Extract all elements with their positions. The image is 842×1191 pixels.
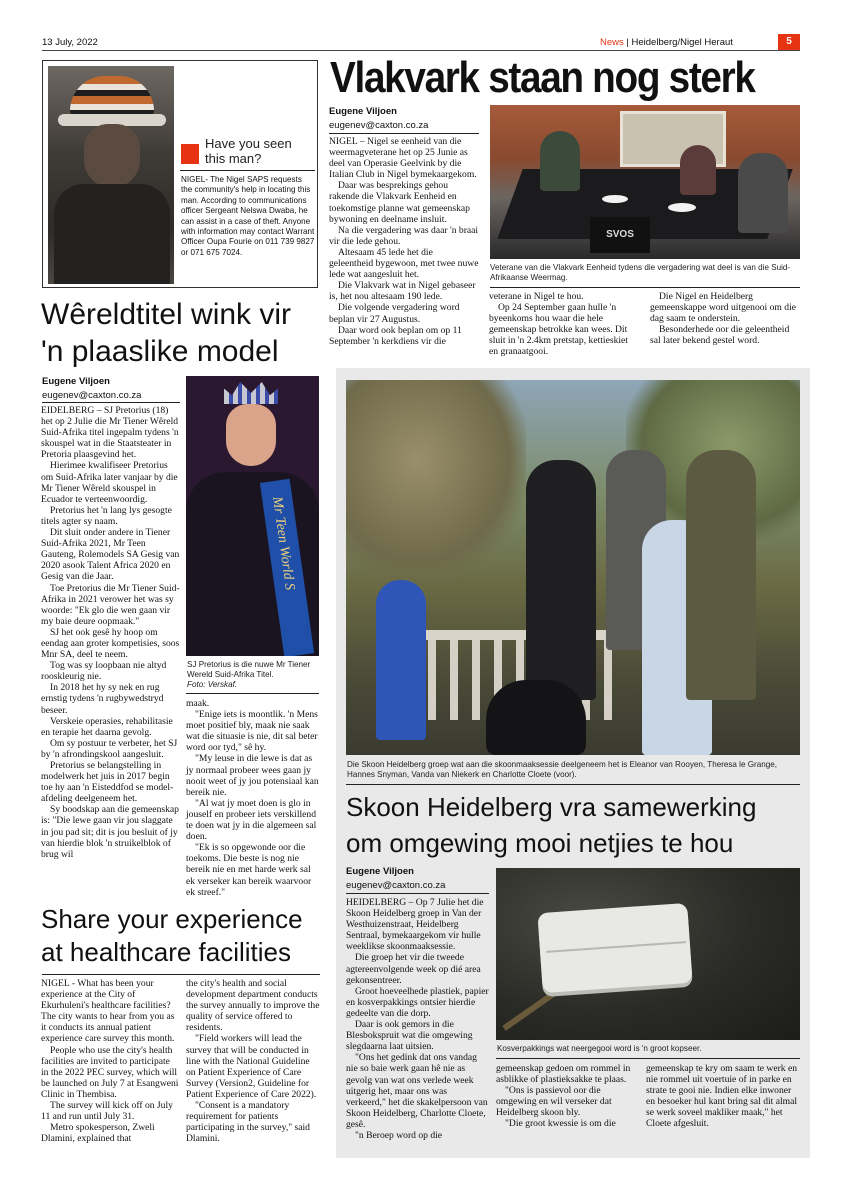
tree-graphic-1	[346, 380, 526, 580]
missing-red-square	[181, 144, 199, 164]
skoon-col1-p6: "n Beroep word op die	[355, 1129, 443, 1141]
person-olive-graphic	[686, 450, 756, 700]
healthcare-col1-p2: People who use the city's health facilities are invited to participate in the 2022 PEC survey, which will be launched on July 7 at Esangweni Clinic in Thembisa.	[41, 1044, 179, 1100]
healthcare-headline-line1: Share your experience	[41, 904, 303, 934]
table-plate-1	[602, 195, 628, 203]
trash-photo	[496, 868, 800, 1040]
skoon-author: Eugene Viljoen	[346, 866, 414, 877]
vlakvark-col1	[329, 136, 479, 347]
skoon-col1-p5: "Ons het gedink dat ons vandag nie so baie werk gaan hê nie as gevolg van wat ons verlede week uitgerig het, maar ons was verkeerd," het die skakelpersoon van Skoon Heidelberg, Charlotte Cloete, gesê.	[346, 1052, 488, 1130]
person-graphic-2	[680, 145, 716, 195]
skoon-col3	[646, 1063, 800, 1130]
model-face-graphic	[226, 404, 276, 466]
model-caption	[187, 660, 317, 690]
vlakvark-col1-p6: Die volgende vergadering word beplan vir 27 Augustus.	[329, 302, 460, 325]
wereldtitel-col2-p1: maak.	[186, 698, 210, 709]
wereldtitel-headline-line1: Wêreldtitel wink vir	[41, 298, 292, 331]
healthcare-col2	[186, 978, 320, 1144]
vlakvark-caption: Veterane van die Vlakvark Eenheid tydens die vergadering wat deel is van die Suid-Afrikaanse Weermag.	[490, 263, 791, 282]
skoon-col2-p2: "Ons is passievol oor die omgewing en wil verseker dat Heidelberg skoon bly.	[496, 1085, 612, 1119]
skoon-col1	[346, 897, 489, 1141]
vlakvark-byline-rule	[329, 133, 479, 134]
trash-caption-rule	[496, 1058, 800, 1059]
skoon-col1-p1: HEIDELBERG – Op 7 Julie het die Skoon Heidelberg groep in Van der Westhuizenstraat, Heidelberg Sentraal, bymekaargekom vir hulle weeklikse skoonmaaksessie.	[346, 897, 484, 953]
skoon-col2-p3: "Die groot kwessie is om die	[505, 1118, 616, 1130]
healthcare-headline	[41, 903, 303, 969]
wereldtitel-col1-p8: In 2018 het hy sy nek en rug ernstig tydens 'n rugbywedstryd beseer.	[41, 682, 164, 716]
healthcare-headline-line2: at healthcare facilities	[41, 937, 292, 967]
table-plate-2	[668, 203, 696, 212]
skoon-photo-caption: Die Skoon Heidelberg groep wat aan die skoonmaaksessie deelgeneem het is Eleanor van Rooyen, Theresa le Grange, Hannes Snyman, Vanda van Niekerk en Charlotte Cloete (voor).	[347, 760, 777, 779]
missing-headline: Have you seen this man?	[205, 136, 292, 166]
vlakvark-col3	[650, 291, 800, 346]
wereldtitel-col1-p4: Dit sluit onder andere in Tiener Suid-Afrika 2021, Mr Teen Gauteng, Rolemodels SA Gesig van 2020 asook Talent Africa 2020 en Gesig van die Jaar.	[41, 527, 180, 583]
face-graphic	[84, 124, 140, 188]
healthcare-col1	[41, 978, 179, 1144]
vlakvark-col1-p1: NIGEL – Nigel se eenheid van die weermagveterane het op 25 Junie as deel van Operasie Geelvink by die Italian Club in Nigel bymekaargekom.	[329, 136, 477, 181]
skoon-col1-p2: Die groep het vir die tweede agtereenvolgende week op dié area gekonsentreer.	[346, 952, 481, 986]
skoon-col1-p3: Groot hoeveelhede plastiek, papier en kosverpakkings ontsier hierdie gedeelte van die dorp.	[346, 985, 489, 1019]
skoon-col2-p1: gemeenskap gedoen om rommel in asblikke of plastieksakke te plaas.	[496, 1063, 631, 1086]
wereldtitel-col1-p1: EIDELBERG – SJ Pretorius (18) het op 2 Julie die Mr Tiener Wêreld Suid-Afrika titel ingepalm tydens 'n skouspel wat in die Staatsteater in Pretoria plaasgevind het.	[41, 405, 179, 461]
wereldtitel-col1	[41, 405, 181, 860]
wereldtitel-col1-p3: Pretorius het 'n lang lys gesogte titels agter sy naam.	[41, 504, 172, 527]
wereldtitel-col1-p2: Hierimee kwalifiseer Pretorius om Suid-Afrika later vanjaar by die Mr Tiener Wêreld skouspel in Ecuador te verteenwoordig.	[41, 460, 178, 505]
vlakvark-caption-rule	[490, 287, 800, 288]
sash-text: Mr Teen World S	[269, 495, 298, 592]
model-caption-text: SJ Pretorius is die nuwe Mr Tiener Wereld Suid-Afrika Titel.	[187, 660, 311, 679]
vlakvark-photo	[490, 105, 800, 259]
healthcare-col1-p3: The survey will kick off on July 11 and run until July 31.	[41, 1100, 173, 1123]
wereldtitel-author: Eugene Viljoen	[42, 376, 110, 387]
wereldtitel-byline-rule	[42, 402, 180, 403]
wereldtitel-headline-line2: 'n plaaslike model	[41, 335, 279, 368]
vlakvark-col3-p2: Besonderhede oor die geleentheid sal later bekend gestel word.	[650, 324, 790, 347]
vlakvark-col1-p5: Die Vlakvark wat in Nigel gebaseer is, het nou altesaam 190 lede.	[329, 280, 476, 303]
beanie-graphic	[70, 76, 154, 116]
header-divider: |	[626, 37, 632, 48]
healthcare-col2-p2: "Field workers will lead the survey that will be conducted in line with the National Guideline on Patient Experience of Care Survey (Version2, Guideline for Patient Experience of Care 2022).	[186, 1033, 317, 1100]
skoon-headline-line1: Skoon Heidelberg vra samewerking	[346, 792, 757, 822]
person-graphic-1	[540, 131, 580, 191]
model-photo-credit: Foto: Verskaf.	[187, 680, 238, 689]
missing-person-photo	[48, 66, 174, 284]
vlakvark-col2-p2: Op 24 September gaan hulle 'n byeenkoms hou waar die hele gemeenskap betrokke kan wees. Dit sluit in 'n 2.4km pretstap, kettieskiet en granaatgooi.	[489, 302, 628, 358]
vlakvark-headline: Vlakvark staan nog sterk	[330, 53, 755, 102]
healthcare-col2-p1: the city's health and social development department conducts the survey annually to improve the quality of service offered to residents.	[186, 978, 320, 1034]
vlakvark-col1-p7: Daar word ook beplan om op 11 September 'n kerkdiens vir die	[329, 324, 462, 347]
healthcare-col1-p1: NIGEL - What has been your experience at the City of Ekurhuleni's healthcare facilities? The city wants to hear from you as it conducts its annual patient experience care survey this month.	[41, 978, 175, 1045]
skoon-col3-p1: gemeenskap te kry om saam te werk en nie rommel uit voertuie of in parke en strate te gooi nie. Indien elke inwoner en besoeker hul kant bring sal dit almal se werk soveel makliker maak," het Cloete afgesluit.	[646, 1063, 798, 1130]
wereldtitel-col1-p7: Tog was sy loopbaan nie altyd rooskleurig nie.	[41, 660, 167, 683]
vlakvark-col1-p3: Na die vergadering was daar 'n braai vir die lede gehou.	[329, 224, 479, 247]
wereldtitel-col1-p9: Verskeie operasies, rehabilitasie en terapie het daarna gevolg.	[41, 715, 173, 738]
trash-photo-caption: Kosverpakkings wat neergegooi word is 'n groot kopseer.	[497, 1044, 702, 1053]
skoon-email: eugenev@caxton.co.za	[346, 880, 446, 891]
page-number: 5	[778, 34, 800, 50]
healthcare-col1-p4: Metro spokesperson, Zweli Dlamini, explained that	[41, 1122, 155, 1145]
wereldtitel-col2-p3: "My leuse in die lewe is dat as jy normaal probeer wees gaan jy nooit weet of jy jou potensiaal kan bereik nie.	[186, 753, 319, 798]
model-caption-rule	[186, 693, 319, 694]
crown-graphic	[224, 382, 278, 404]
wereldtitel-col1-p5: Toe Pretorius die Mr Tiener Suid-Afrika in 2021 verower het was sy woorde: "Ek glo die wen gaan vir my baie deure oopmaak."	[41, 582, 180, 627]
skoon-col1-p4: Daar is ook gemors in die Blesbokspruit wat die omgewing slegdaarna laat uitsien.	[346, 1019, 473, 1053]
skoon-col2	[496, 1063, 634, 1130]
healthcare-rule	[42, 974, 320, 975]
model-photo	[186, 376, 319, 656]
wereldtitel-headline	[41, 296, 291, 370]
vlakvark-col2	[489, 291, 639, 358]
vlakvark-col1-p2: Daar was besprekings gehou rakende die Vlakvark Eenheid en toekomstige planne wat gemeenskap bywoning en deelname insluit.	[329, 180, 470, 225]
skoon-headline-line2: om omgewing mooi netjies te hou	[346, 828, 734, 858]
missing-body: NIGEL- The Nigel SAPS requests the community's help in locating this man. According to communications officer Sergeant Nelswa Dwaba, he can assist in a case of theft. Anyone with information may contact Warrant Officer Oupa Fourie on 011 739 9827 or 071 675 7024.	[181, 175, 315, 257]
wereldtitel-col1-p6: SJ het ook gesê hy hoop om eendag aan groter kompetisies, soos Mnr SA, deel te neem.	[41, 626, 180, 661]
wereldtitel-col2-p4: "Al wat jy moet doen is glo in jouself en probeer iets verskillend te doen wat jy in die algemeen sal doen.	[186, 797, 317, 843]
section-name: News	[600, 37, 624, 48]
svos-banner	[590, 217, 650, 253]
trash-bag-graphic	[486, 680, 586, 755]
skoon-headline	[346, 789, 756, 861]
vlakvark-col3-p1: Die Nigel en Heidelberg gemeenskappe word uitgenooi om die dag saam te onderstein.	[650, 291, 797, 325]
page-header	[600, 37, 733, 48]
vlakvark-col1-p4: Altesaam 45 lede het die geleentheid bygewoon, met twee nuwe lede wat aangesluit het.	[329, 246, 479, 281]
wereldtitel-email: eugenev@caxton.co.za	[42, 390, 142, 401]
wereldtitel-col1-p10: Om sy postuur te verbeter, het SJ by 'n afrondingskool aangesluit.	[41, 737, 178, 760]
missing-rule	[180, 170, 315, 171]
vlakvark-author: Eugene Viljoen	[329, 106, 397, 117]
wereldtitel-col2-p2: "Enige iets is moontlik. 'n Mens moet positief bly, maak nie saak wat die situasie is nie, dit sal beter word oor tyd," sê hy.	[186, 709, 318, 754]
skoon-group-photo	[346, 380, 800, 755]
person-dark-graphic	[526, 460, 596, 700]
vlakvark-email: eugenev@caxton.co.za	[329, 120, 429, 131]
publication-name: Heidelberg/Nigel Heraut	[631, 37, 733, 48]
jacket-graphic	[54, 184, 170, 284]
wereldtitel-col1-p12: Sy boodskap aan die gemeenskap is: "Die lewe gaan vir jou slaggate in jou pad sit; dit is jou besluit of jy van hierdie blok 'n struikelblok of brug wil	[41, 804, 179, 860]
svos-banner-text: SVOS	[606, 229, 634, 240]
wereldtitel-col2-p5: "Ek is so opgewonde oor die toekoms. Die beste is nog nie bereik nie en met harde werk sal ek verseker kan bereik waarvoor ek streef."	[186, 842, 312, 898]
person-graphic-3	[738, 153, 788, 233]
healthcare-col2-p3: "Consent is a mandatory requirement for patients participating in the survey," said Dlamini.	[186, 1100, 310, 1145]
vlakvark-col2-p1: veterane in Nigel te hou.	[489, 291, 584, 302]
skoon-caption-rule	[346, 784, 800, 785]
person-blue-graphic	[376, 580, 426, 740]
skoon-byline-rule	[346, 893, 489, 894]
issue-date: 13 July, 2022	[42, 37, 98, 48]
wereldtitel-col1-p11: Pretorius se belangstelling in modelwerk het juis in 2017 begin toe hy aan 'n Eisteddfod se model-afdeling deelgeneem het.	[41, 760, 174, 805]
wereldtitel-col2	[186, 698, 321, 898]
